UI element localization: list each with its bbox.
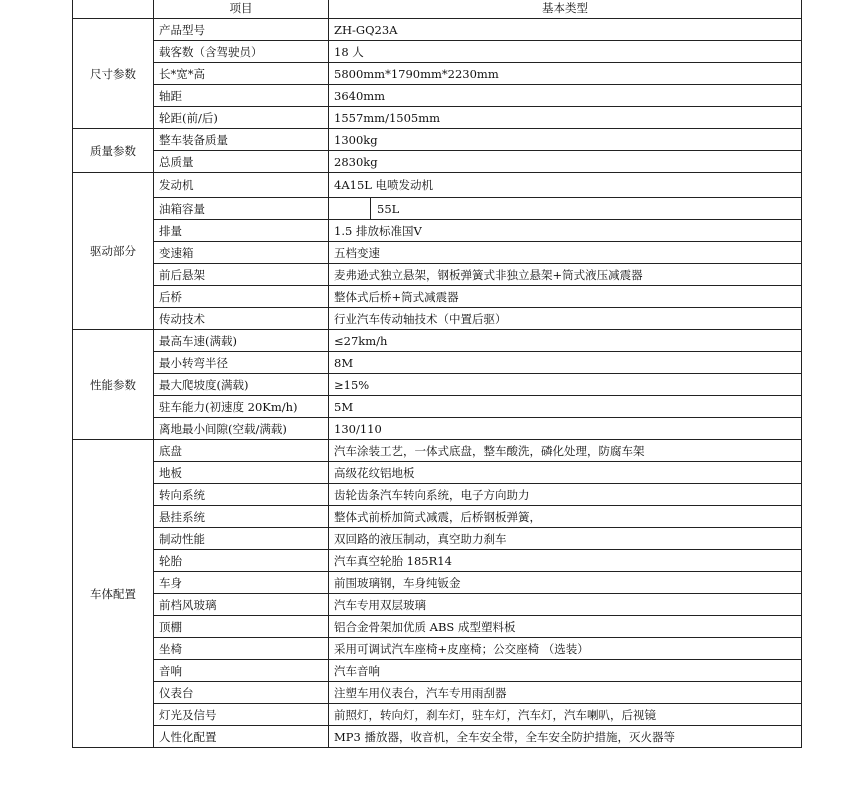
table-row — [73, 616, 802, 638]
item-name: 传动技术 — [154, 308, 329, 330]
item-name: 车身 — [154, 572, 329, 594]
item-name: 人性化配置 — [154, 726, 329, 748]
item-name: 最高车速(满载) — [154, 330, 329, 352]
item-name: 前后悬架 — [154, 264, 329, 286]
table-row — [73, 242, 802, 264]
item-name: 悬挂系统 — [154, 506, 329, 528]
table-row — [73, 107, 802, 129]
inner-blank-cell — [329, 198, 372, 219]
item-value: ≤27km/h — [329, 330, 802, 352]
item-value: 汽车真空轮胎 185R14 — [329, 550, 802, 572]
category-cell: 车体配置 — [73, 440, 154, 748]
item-value: MP3 播放器，收音机，全车安全带，全车安全防护措施，灭火器等 — [329, 726, 802, 748]
item-value: 前围玻璃钢，车身纯钣金 — [329, 572, 802, 594]
table-row — [73, 264, 802, 286]
item-name: 音响 — [154, 660, 329, 682]
table-row — [73, 352, 802, 374]
item-value: 整体式前桥加筒式减震，后桥钢板弹簧， — [329, 506, 802, 528]
table-row — [73, 528, 802, 550]
header-item: 项目 — [154, 0, 329, 19]
item-name: 油箱容量 — [154, 198, 329, 220]
table-row — [73, 286, 802, 308]
item-value: 18 人 — [329, 41, 802, 63]
header-blank — [73, 0, 154, 19]
item-name: 最小转弯半径 — [154, 352, 329, 374]
item-value: 采用可调试汽车座椅+皮座椅；公交座椅 （选装） — [329, 638, 802, 660]
item-name: 前档风玻璃 — [154, 594, 329, 616]
table-row — [73, 63, 802, 85]
table-row — [73, 396, 802, 418]
table-row — [73, 462, 802, 484]
table-row — [73, 41, 802, 63]
item-name: 长*宽*高 — [154, 63, 329, 85]
table-row — [73, 220, 802, 242]
item-name: 地板 — [154, 462, 329, 484]
item-name: 变速箱 — [154, 242, 329, 264]
item-name: 制动性能 — [154, 528, 329, 550]
item-value: 8M — [329, 352, 802, 374]
item-name: 发动机 — [154, 173, 329, 198]
table-row — [73, 572, 802, 594]
item-value: 汽车专用双层玻璃 — [329, 594, 802, 616]
table-row — [73, 19, 802, 41]
item-value: 麦弗逊式独立悬架，钢板弹簧式非独立悬架+筒式液压减震器 — [329, 264, 802, 286]
item-value: 注塑车用仪表台，汽车专用雨刮器 — [329, 682, 802, 704]
table-row — [73, 85, 802, 107]
item-value: ≥15% — [329, 374, 802, 396]
category-cell: 驱动部分 — [73, 173, 154, 330]
category-cell: 质量参数 — [73, 129, 154, 173]
item-name: 顶棚 — [154, 616, 329, 638]
item-name: 转向系统 — [154, 484, 329, 506]
header-row — [73, 0, 802, 19]
item-name: 整车装备质量 — [154, 129, 329, 151]
item-value: 5800mm*1790mm*2230mm — [329, 63, 802, 85]
table-row — [73, 440, 802, 462]
item-name: 轴距 — [154, 85, 329, 107]
table-row — [73, 704, 802, 726]
item-name: 排量 — [154, 220, 329, 242]
item-value: 3640mm — [329, 85, 802, 107]
spec-table — [72, 0, 802, 748]
table-row — [73, 682, 802, 704]
item-value: 行业汽车传动轴技术（中置后驱） — [329, 308, 802, 330]
item-value: 1300kg — [329, 129, 802, 151]
item-name: 最大爬坡度(满载) — [154, 374, 329, 396]
item-value — [329, 198, 802, 220]
category-cell: 尺寸参数 — [73, 19, 154, 129]
item-value: 1557mm/1505mm — [329, 107, 802, 129]
item-name: 总质量 — [154, 151, 329, 173]
table-row — [73, 173, 802, 198]
item-value: 汽车涂装工艺，一体式底盘，整车酸洗，磷化处理，防腐车架 — [329, 440, 802, 462]
table-row — [73, 330, 802, 352]
item-value: 前照灯，转向灯，刹车灯，驻车灯，汽车灯，汽车喇叭，后视镜 — [329, 704, 802, 726]
item-name: 后桥 — [154, 286, 329, 308]
item-name: 灯光及信号 — [154, 704, 329, 726]
item-name: 驻车能力(初速度 20Km/h) — [154, 396, 329, 418]
item-name: 产品型号 — [154, 19, 329, 41]
table-row — [73, 308, 802, 330]
item-name: 坐椅 — [154, 638, 329, 660]
item-value: 1.5 排放标准国Ⅴ — [329, 220, 802, 242]
item-value: 5M — [329, 396, 802, 418]
table-row — [73, 660, 802, 682]
item-value: 汽车音响 — [329, 660, 802, 682]
item-value: 130/110 — [329, 418, 802, 440]
item-value: ZH-GQ23A — [329, 19, 802, 41]
spec-table-body — [73, 0, 802, 748]
item-value: 高级花纹铝地板 — [329, 462, 802, 484]
item-name: 仪表台 — [154, 682, 329, 704]
header-basic-type: 基本类型 — [329, 0, 802, 19]
item-value: 整体式后桥+筒式减震器 — [329, 286, 802, 308]
table-row — [73, 129, 802, 151]
table-row — [73, 638, 802, 660]
table-row — [73, 418, 802, 440]
item-value: 4A15L 电喷发动机 — [329, 173, 802, 198]
item-name: 离地最小间隙(空载/满载) — [154, 418, 329, 440]
item-name: 底盘 — [154, 440, 329, 462]
category-cell: 性能参数 — [73, 330, 154, 440]
item-value: 齿轮齿条汽车转向系统，电子方向助力 — [329, 484, 802, 506]
table-row — [73, 151, 802, 173]
table-row — [73, 484, 802, 506]
table-row — [73, 550, 802, 572]
item-value: 五档变速 — [329, 242, 802, 264]
table-row — [73, 374, 802, 396]
table-row — [73, 594, 802, 616]
item-value-text: 55L — [377, 201, 400, 216]
item-value: 2830kg — [329, 151, 802, 173]
item-value: 双回路的液压制动，真空助力刹车 — [329, 528, 802, 550]
item-value: 铝合金骨架加优质 ABS 成型塑料板 — [329, 616, 802, 638]
table-row — [73, 726, 802, 748]
item-name: 载客数（含驾驶员） — [154, 41, 329, 63]
item-name: 轮距(前/后) — [154, 107, 329, 129]
item-name: 轮胎 — [154, 550, 329, 572]
table-row — [73, 506, 802, 528]
table-row — [73, 198, 802, 220]
